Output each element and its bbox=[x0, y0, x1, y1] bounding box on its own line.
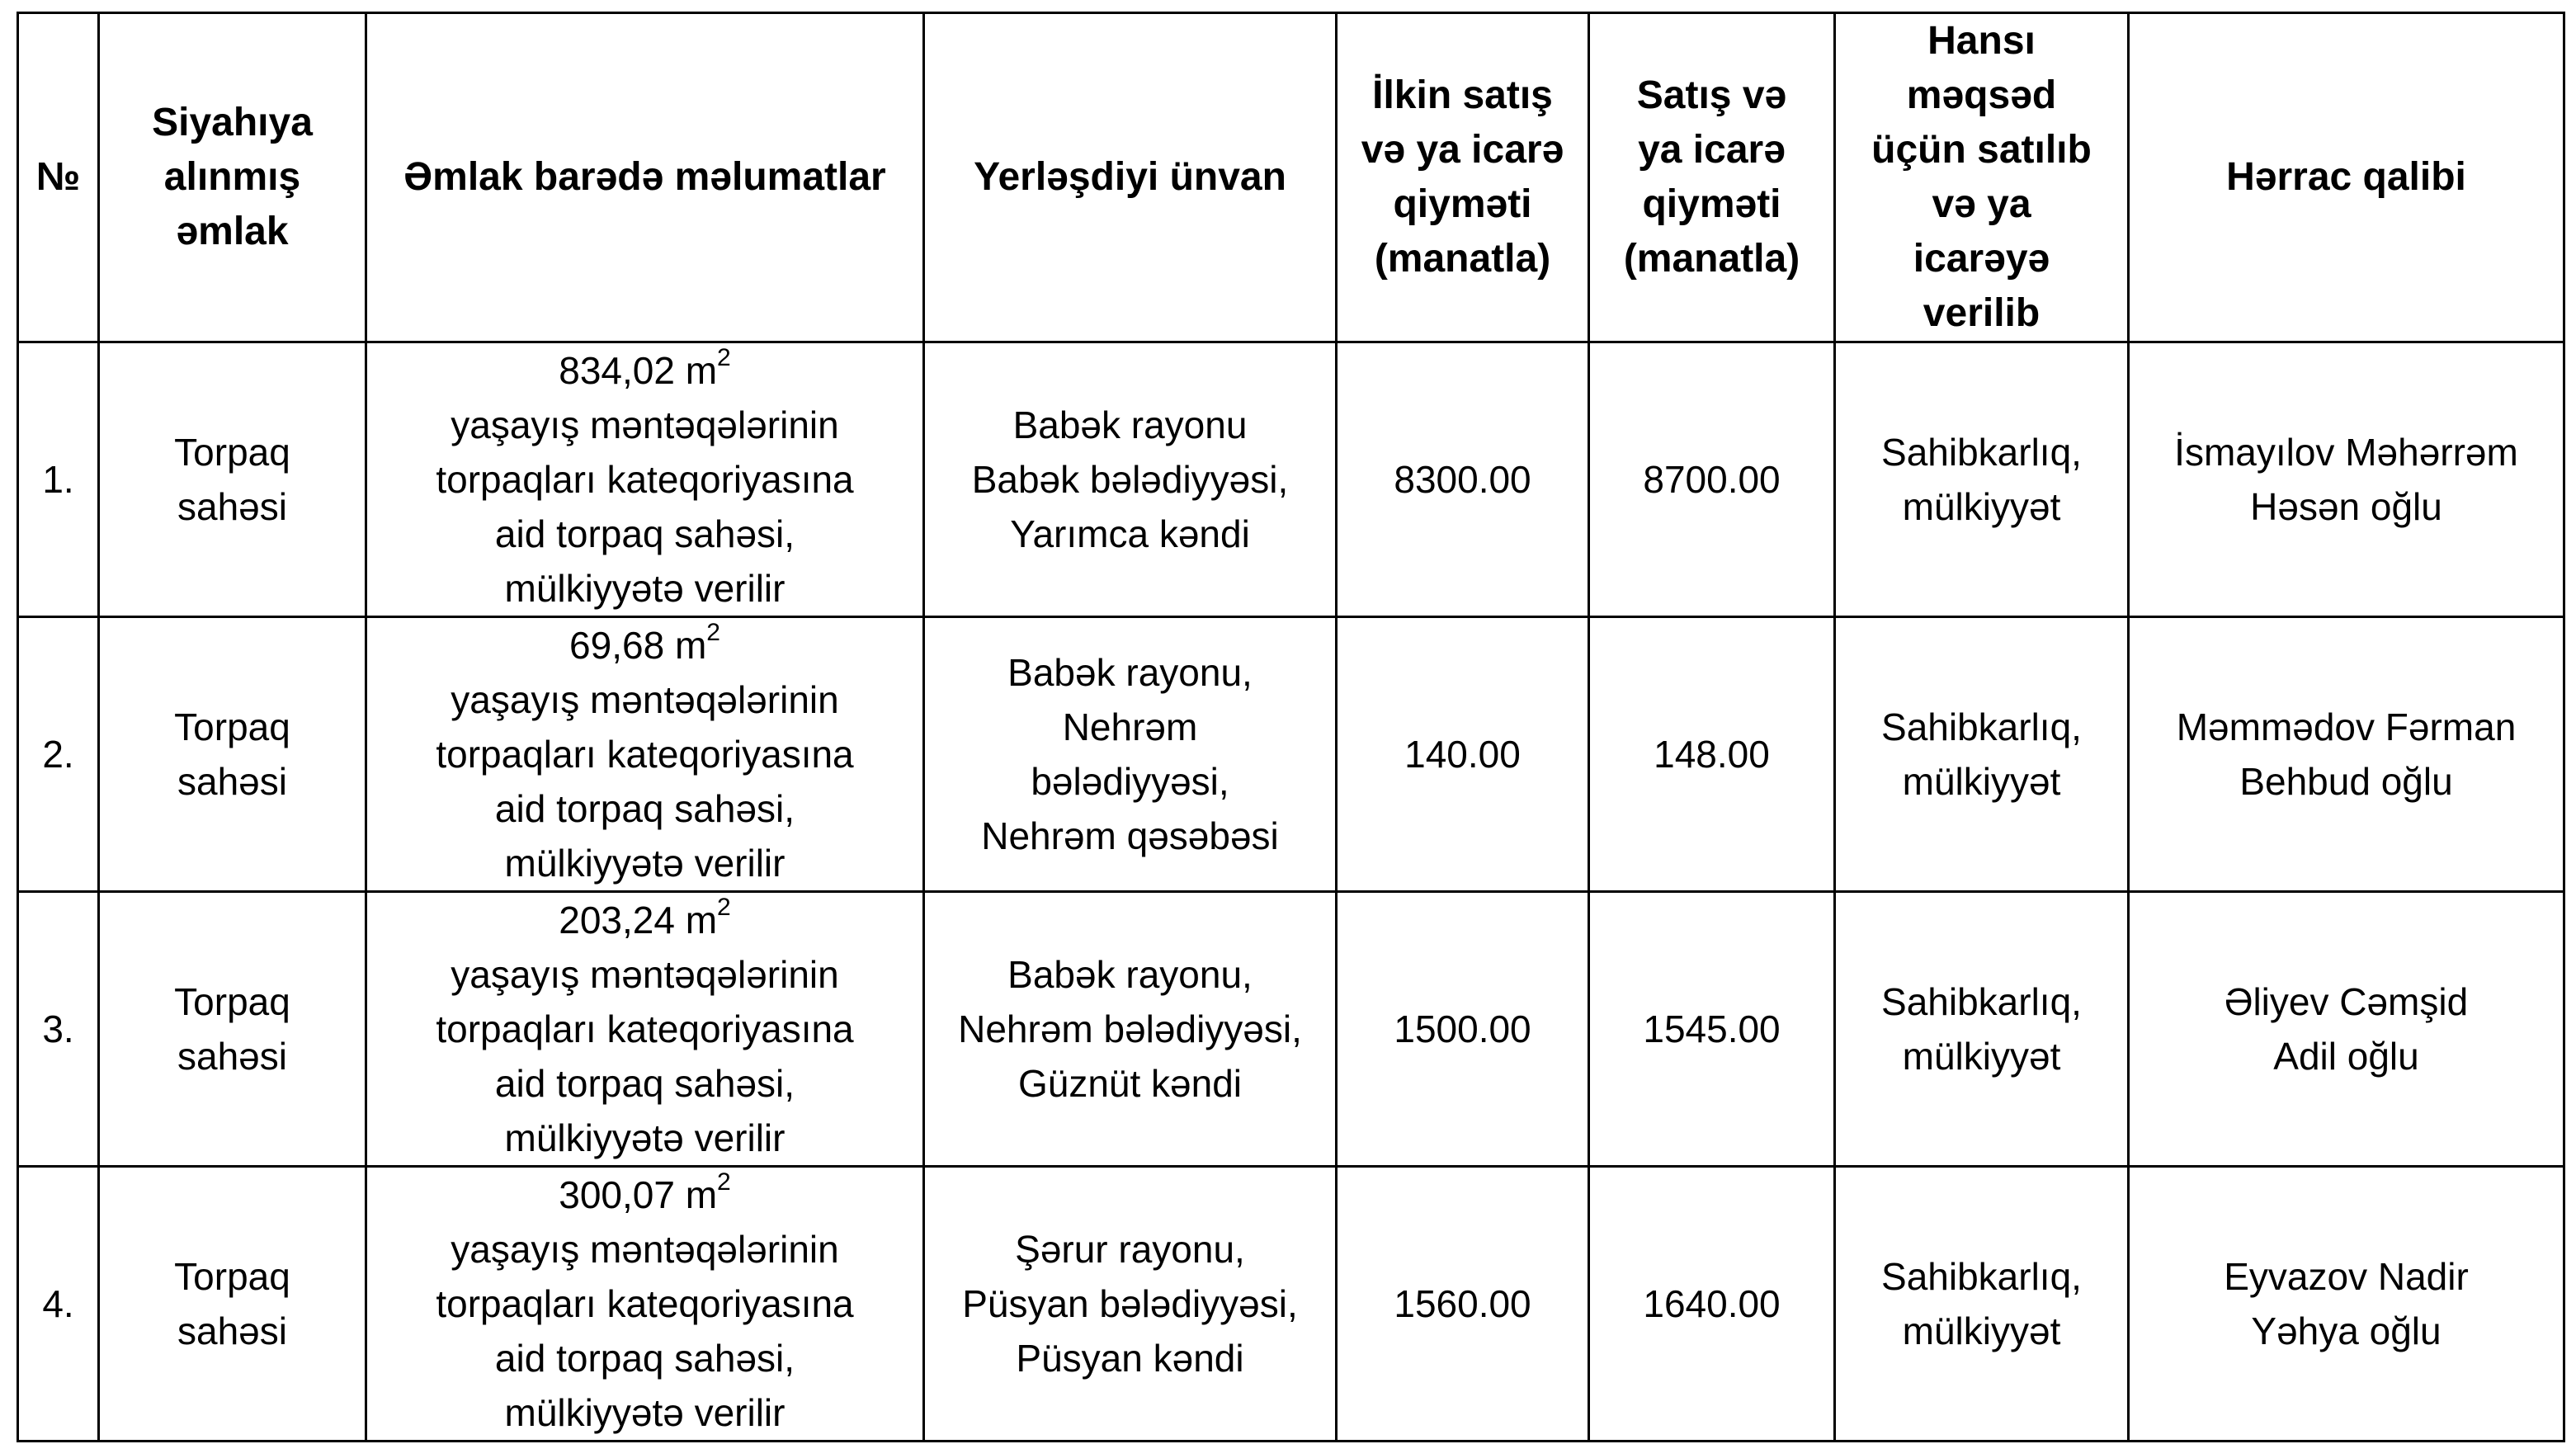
text-line: Yerləşdiyi ünvan bbox=[974, 155, 1286, 199]
text-line: Babək bələdiyyəsi, bbox=[971, 458, 1289, 501]
header-sale-price bbox=[1589, 13, 1835, 342]
property-description bbox=[374, 947, 916, 1165]
text-line: mülkiyyət bbox=[1902, 485, 2061, 528]
header-no: № bbox=[18, 13, 99, 342]
text-line: alınmış bbox=[163, 155, 301, 199]
text-line: məqsəd bbox=[1906, 73, 2057, 117]
property-description bbox=[374, 398, 916, 616]
address bbox=[924, 617, 1337, 892]
property-info bbox=[366, 617, 924, 892]
property-type bbox=[99, 1167, 366, 1442]
text-line: mülkiyyətə verilir bbox=[504, 1116, 786, 1159]
text-line: sahəsi bbox=[177, 1035, 287, 1078]
header-row bbox=[18, 13, 2564, 342]
text-line: Siyahıya bbox=[152, 101, 313, 144]
purpose bbox=[1835, 342, 2129, 617]
text-line: Hansı bbox=[1927, 19, 2036, 63]
text-line: Babək rayonu bbox=[1012, 403, 1248, 446]
text-line: İsmayılov Məhərrəm bbox=[2174, 431, 2518, 474]
row-number: 3. bbox=[18, 892, 99, 1167]
text-line: ya icarə bbox=[1638, 128, 1786, 172]
text-line: və ya bbox=[1932, 182, 2031, 226]
text-line: torpaqları kateqoriyasına bbox=[436, 1007, 854, 1050]
text-line: Babək rayonu, bbox=[1007, 953, 1253, 996]
sale-price: 148.00 bbox=[1589, 617, 1835, 892]
text-line: Nehrəm qəsəbəsi bbox=[981, 814, 1279, 857]
text-line: Torpaq bbox=[174, 1255, 290, 1298]
purpose bbox=[1835, 892, 2129, 1167]
header-listed-property bbox=[99, 13, 366, 342]
text-line: Sahibkarlıq, bbox=[1881, 705, 2082, 748]
row-number: 4. bbox=[18, 1167, 99, 1442]
auction-winner bbox=[2129, 1167, 2564, 1442]
text-line: Satış və bbox=[1636, 73, 1787, 117]
text-line: əmlak bbox=[176, 210, 289, 253]
property-info bbox=[366, 342, 924, 617]
text-line: yaşayış məntəqələrinin bbox=[451, 1228, 839, 1271]
text-line: sahəsi bbox=[177, 1310, 287, 1352]
text-line: Sahibkarlıq, bbox=[1881, 980, 2082, 1023]
property-type bbox=[99, 892, 366, 1167]
text-line: qiyməti bbox=[1642, 182, 1781, 226]
purpose bbox=[1835, 617, 2129, 892]
text-line: qiyməti bbox=[1393, 182, 1532, 226]
initial-price: 1500.00 bbox=[1337, 892, 1589, 1167]
text-line: (manatla) bbox=[1623, 237, 1800, 281]
text-line: torpaqları kateqoriyasına bbox=[436, 733, 854, 776]
property-description bbox=[374, 672, 916, 890]
text-line: sahəsi bbox=[177, 760, 287, 803]
text-line: Yarımca kəndi bbox=[1010, 512, 1250, 555]
text-line: (manatla) bbox=[1374, 237, 1551, 281]
text-line: Şərur rayonu, bbox=[1015, 1228, 1245, 1271]
sale-price: 8700.00 bbox=[1589, 342, 1835, 617]
header-winner bbox=[2129, 13, 2564, 342]
initial-price: 140.00 bbox=[1337, 617, 1589, 892]
text-line: Nehrəm bələdiyyəsi, bbox=[958, 1007, 1302, 1050]
text-line: yaşayış məntəqələrinin bbox=[451, 678, 839, 721]
row-number: 2. bbox=[18, 617, 99, 892]
header-initial-price bbox=[1337, 13, 1589, 342]
text-line: mülkiyyətə verilir bbox=[504, 842, 786, 885]
text-line: İlkin satış bbox=[1372, 73, 1553, 117]
text-line: Nehrəm bbox=[1062, 705, 1198, 748]
area-value: 203,24 $m^2$ bbox=[559, 893, 731, 941]
text-line: Püsyan kəndi bbox=[1016, 1337, 1244, 1380]
header-address bbox=[924, 13, 1337, 342]
text-line: və ya icarə bbox=[1361, 128, 1564, 172]
text-line: mülkiyyət bbox=[1902, 1035, 2061, 1078]
auction-winner bbox=[2129, 342, 2564, 617]
table-row bbox=[18, 1167, 2564, 1442]
text-line: aid torpaq sahəsi, bbox=[494, 1337, 795, 1380]
property-type bbox=[99, 342, 366, 617]
text-line: icarəyə bbox=[1913, 237, 2050, 281]
text-line: yaşayış məntəqələrinin bbox=[451, 953, 839, 996]
area-value: 300,07 $m^2$ bbox=[559, 1168, 731, 1216]
text-line: Güznüt kəndi bbox=[1017, 1062, 1243, 1105]
property-info bbox=[366, 1167, 924, 1442]
text-line: mülkiyyətə verilir bbox=[504, 567, 786, 610]
row-number: 1. bbox=[18, 342, 99, 617]
address bbox=[924, 892, 1337, 1167]
sale-price: 1545.00 bbox=[1589, 892, 1835, 1167]
initial-price: 8300.00 bbox=[1337, 342, 1589, 617]
address bbox=[924, 1167, 1337, 1442]
property-type bbox=[99, 617, 366, 892]
text-line: sahəsi bbox=[177, 485, 287, 528]
text-line: aid torpaq sahəsi, bbox=[494, 512, 795, 555]
text-line: Yəhya oğlu bbox=[2251, 1310, 2442, 1352]
text-line: Torpaq bbox=[174, 980, 290, 1023]
text-line: Püsyan bələdiyyəsi, bbox=[962, 1282, 1298, 1325]
area-value: 834,02 $m^2$ bbox=[559, 343, 731, 392]
text-line: mülkiyyətə verilir bbox=[504, 1391, 786, 1434]
text-line: Əmlak barədə məlumatlar bbox=[403, 155, 886, 199]
text-line: Torpaq bbox=[174, 431, 290, 474]
text-line: Həsən oğlu bbox=[2250, 485, 2442, 528]
sale-price: 1640.00 bbox=[1589, 1167, 1835, 1442]
text-line: Torpaq bbox=[174, 705, 290, 748]
auction-results-table bbox=[17, 12, 2565, 1442]
text-line: torpaqları kateqoriyasına bbox=[436, 458, 854, 501]
text-line: Babək rayonu, bbox=[1007, 651, 1253, 694]
table-row bbox=[18, 892, 2564, 1167]
text-line: Adil oğlu bbox=[2273, 1035, 2419, 1078]
text-line: mülkiyyət bbox=[1902, 760, 2061, 803]
auction-winner bbox=[2129, 617, 2564, 892]
text-line: Behbud oğlu bbox=[2239, 760, 2453, 803]
table-row bbox=[18, 342, 2564, 617]
text-line: Hərrac qalibi bbox=[2226, 155, 2466, 199]
text-line: aid torpaq sahəsi, bbox=[494, 1062, 795, 1105]
text-line: mülkiyyət bbox=[1902, 1310, 2061, 1352]
address bbox=[924, 342, 1337, 617]
text-line: Eyvazov Nadir bbox=[2224, 1255, 2469, 1298]
property-description bbox=[374, 1222, 916, 1440]
text-line: Məmmədov Fərman bbox=[2176, 705, 2517, 748]
area-value: 69,68 $m^2$ bbox=[569, 618, 720, 667]
text-line: yaşayış məntəqələrinin bbox=[451, 403, 839, 446]
text-line: bələdiyyəsi, bbox=[1031, 760, 1229, 803]
text-line: verilib bbox=[1923, 291, 2041, 335]
purpose bbox=[1835, 1167, 2129, 1442]
header-purpose bbox=[1835, 13, 2129, 342]
auction-winner bbox=[2129, 892, 2564, 1167]
text-line: Sahibkarlıq, bbox=[1881, 1255, 2082, 1298]
table-row bbox=[18, 617, 2564, 892]
text-line: torpaqları kateqoriyasına bbox=[436, 1282, 854, 1325]
text-line: Əliyev Cəmşid bbox=[2224, 980, 2469, 1023]
text-line: üçün satılıb bbox=[1871, 128, 2092, 172]
text-line: aid torpaq sahəsi, bbox=[494, 787, 795, 830]
initial-price: 1560.00 bbox=[1337, 1167, 1589, 1442]
text-line: Sahibkarlıq, bbox=[1881, 431, 2082, 474]
header-property-info bbox=[366, 13, 924, 342]
property-info bbox=[366, 892, 924, 1167]
